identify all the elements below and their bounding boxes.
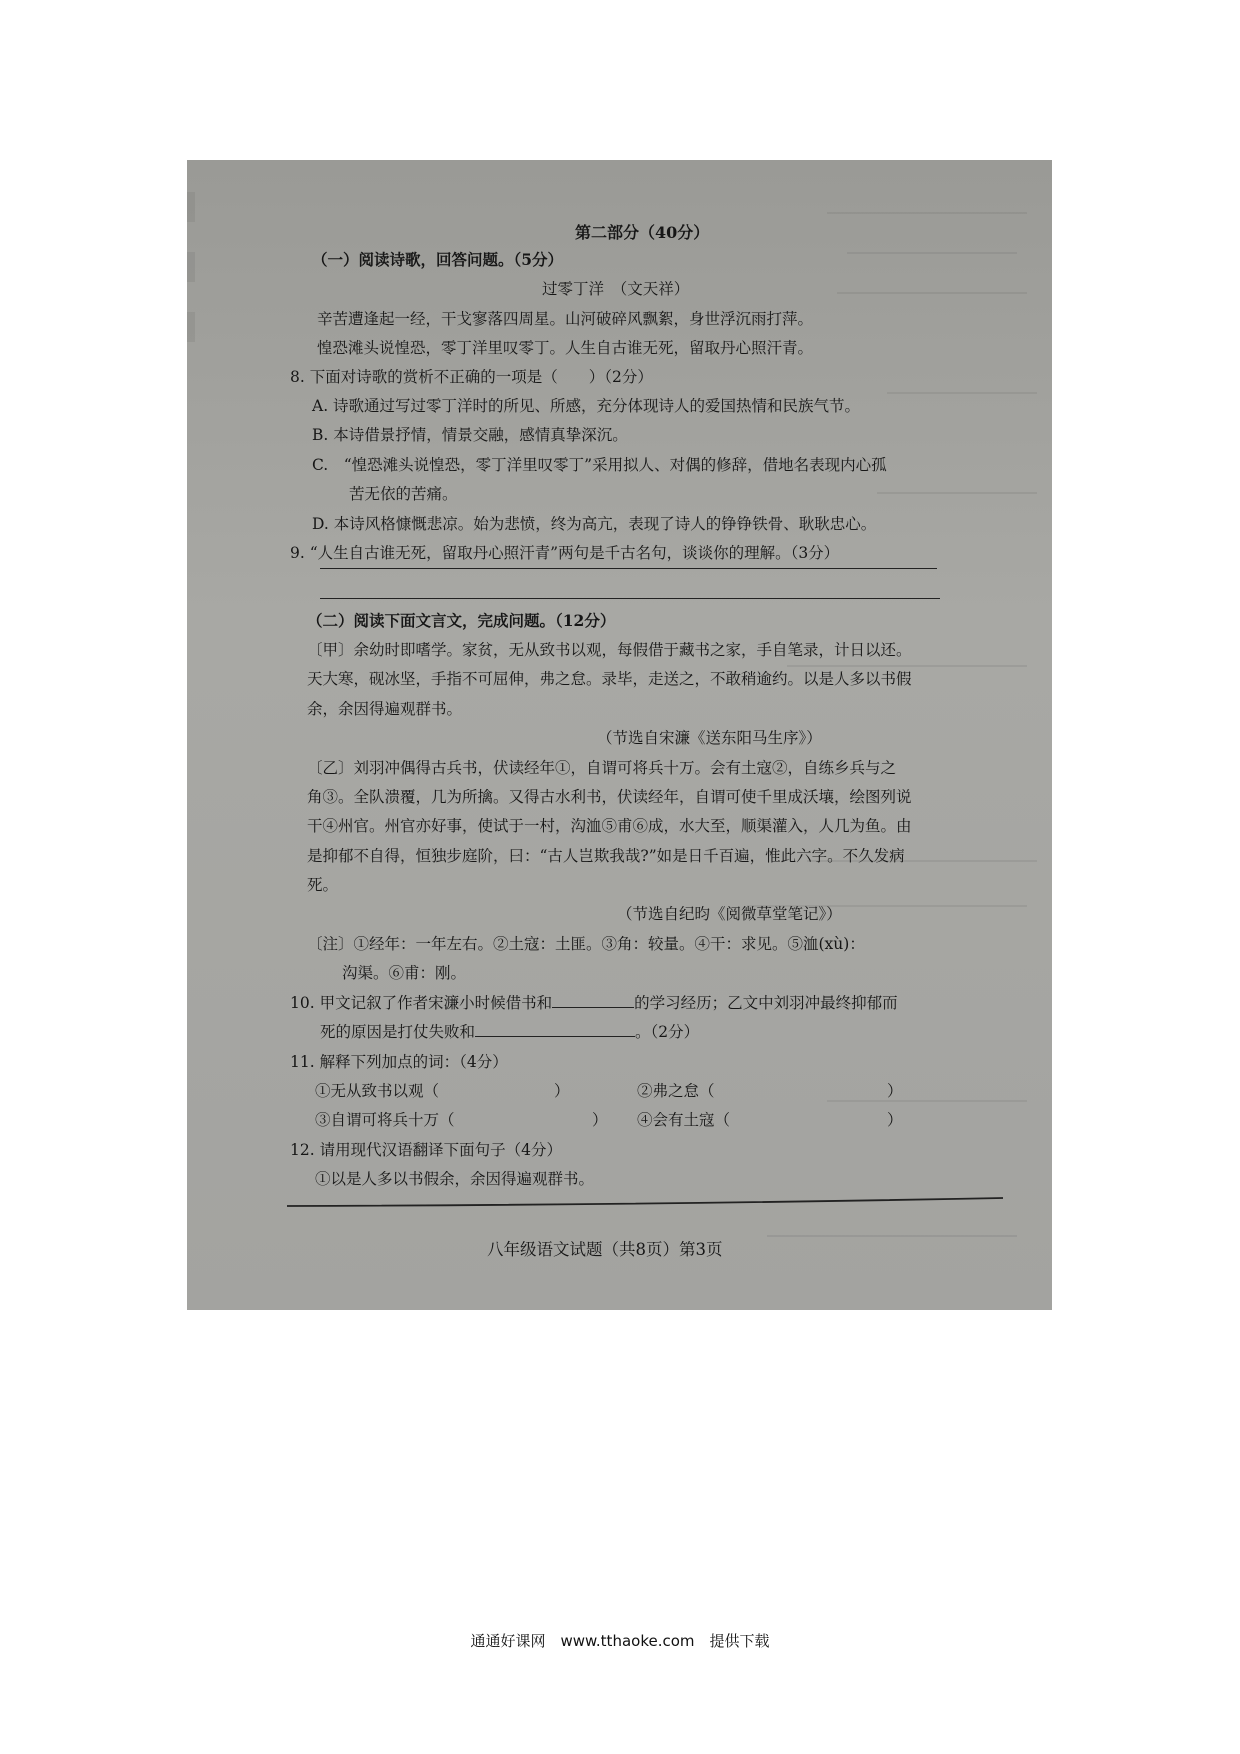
poem-line-2: 惶恐滩头说惶恐，零丁洋里叹零丁。人生自古谁无死，留取丹心照汗青。 [317,339,814,357]
passage-yi-source: （节选自纪昀《阅微草堂笔记》） [617,905,842,923]
passage-jia-line-1: 〔甲〕余幼时即嗜学。家贫，无从致书以观，每假借于藏书之家，手自笔录，计日以还。 [307,641,912,659]
poem-line-1: 辛苦遭逢起一经，干戈寥落四周星。山河破碎风飘絮，身世浮沉雨打萍。 [317,310,814,328]
answer-line-9a [320,568,937,569]
section-1-heading: （一）阅读诗歌，回答问题。（5分） [312,250,564,269]
site-footer: 通通好课网 www.tthaoke.com 提供下载 [470,1632,770,1650]
question-8-option-d: D. 本诗风格慷慨悲凉。始为悲愤，终为高亢，表现了诗人的铮铮铁骨、耿耿忠心。 [312,515,877,533]
question-10-text-a: 10. 甲文记叙了作者宋濂小时候借书和 [290,994,553,1012]
question-11-item-1-close: ） [554,1082,570,1100]
question-11-item-3: ③自谓可将兵十万（ [315,1111,455,1129]
answer-line-12 [287,1196,1007,1212]
passage-yi-line-4: 是抑郁不自得，恒独步庭阶，曰：“古人岂欺我哉?”如是日千百遍，惟此六字。不久发病 [307,847,905,865]
question-8-option-a: A. 诗歌通过写过零丁洋时的所见、所感，充分体现诗人的爱国热情和民族气节。 [312,397,861,415]
passage-yi-line-5: 死。 [307,876,339,894]
question-10-blank-1[interactable] [552,992,634,1009]
question-11-item-1: ①无从致书以观（ [315,1082,440,1100]
question-11-item-2: ②弗之怠（ [637,1082,715,1100]
passage-notes-line-1: 〔注〕①经年：一年左右。②土寇：土匪。③角：较量。④干：求见。⑤洫(xù)： [307,935,865,953]
question-8-option-c: C. “惶恐滩头说惶恐，零丁洋里叹零丁”采用拟人、对偶的修辞，借地名表现内心孤 [312,456,887,474]
question-8-stem: 8. 下面对诗歌的赏析不正确的一项是（ ）（2分） [290,368,653,386]
question-10-text-d: 。（2分） [635,1023,700,1041]
question-9-stem: 9. “人生自古谁无死，留取丹心照汗青”两句是千古名句，谈谈你的理解。（3分） [290,544,840,562]
question-12-item-1: ①以是人多以书假余，余因得遍观群书。 [315,1170,595,1188]
question-11-item-2-close: ） [887,1082,903,1100]
question-10-line-1 [290,991,898,1013]
passage-jia-line-2: 天大寒，砚冰坚，手指不可屈伸，弗之怠。录毕，走送之，不敢稍逾约。以是人多以书假 [307,670,912,688]
question-8-option-c-cont: 苦无依的苦痛。 [349,485,458,503]
passage-jia-source: （节选自宋濂《送东阳马生序》） [597,729,822,747]
passage-notes-line-2: 沟渠。⑥甫：刚。 [342,964,467,982]
passage-yi-line-1: 〔乙〕刘羽冲偶得古兵书，伏读经年①，自谓可将兵十万。会有土寇②，自练乡兵与之 [307,759,897,777]
part-title: 第二部分（40分） [575,223,710,242]
question-11-item-4-close: ） [887,1111,903,1129]
question-11-stem: 11. 解释下列加点的词：（4分） [290,1053,508,1071]
question-11-item-3-close: ） [592,1111,608,1129]
question-8-option-b: B. 本诗借景抒情，情景交融，感情真挚深沉。 [312,426,628,444]
passage-yi-line-3: 干④州官。州官亦好事，使试于一村，沟洫⑤甫⑥成，水大至，顺渠灌入，人几为鱼。由 [307,817,912,835]
question-10-blank-2[interactable] [475,1021,635,1038]
answer-line-9b [320,598,940,599]
page-footer: 八年级语文试题（共8页）第3页 [487,1240,723,1259]
passage-yi-line-2: 角③。全队溃覆，几为所擒。又得古水利书，伏读经年，自谓可使千里成沃壤，绘图列说 [307,788,912,806]
exam-page-photo [187,160,1052,1310]
question-10-text-c: 死的原因是打仗失败和 [320,1023,476,1041]
question-10-line-2 [320,1020,699,1042]
poem-title: 过零丁洋 （文天祥） [542,280,690,298]
question-12-stem: 12. 请用现代汉语翻译下面句子（4分） [290,1141,562,1159]
question-10-text-b: 的学习经历；乙文中刘羽冲最终抑郁而 [634,994,898,1012]
passage-jia-line-3: 余，余因得遍观群书。 [307,700,463,718]
question-11-item-4: ④会有土寇（ [637,1111,731,1129]
section-2-heading: （二）阅读下面文言文，完成问题。（12分） [307,611,616,630]
